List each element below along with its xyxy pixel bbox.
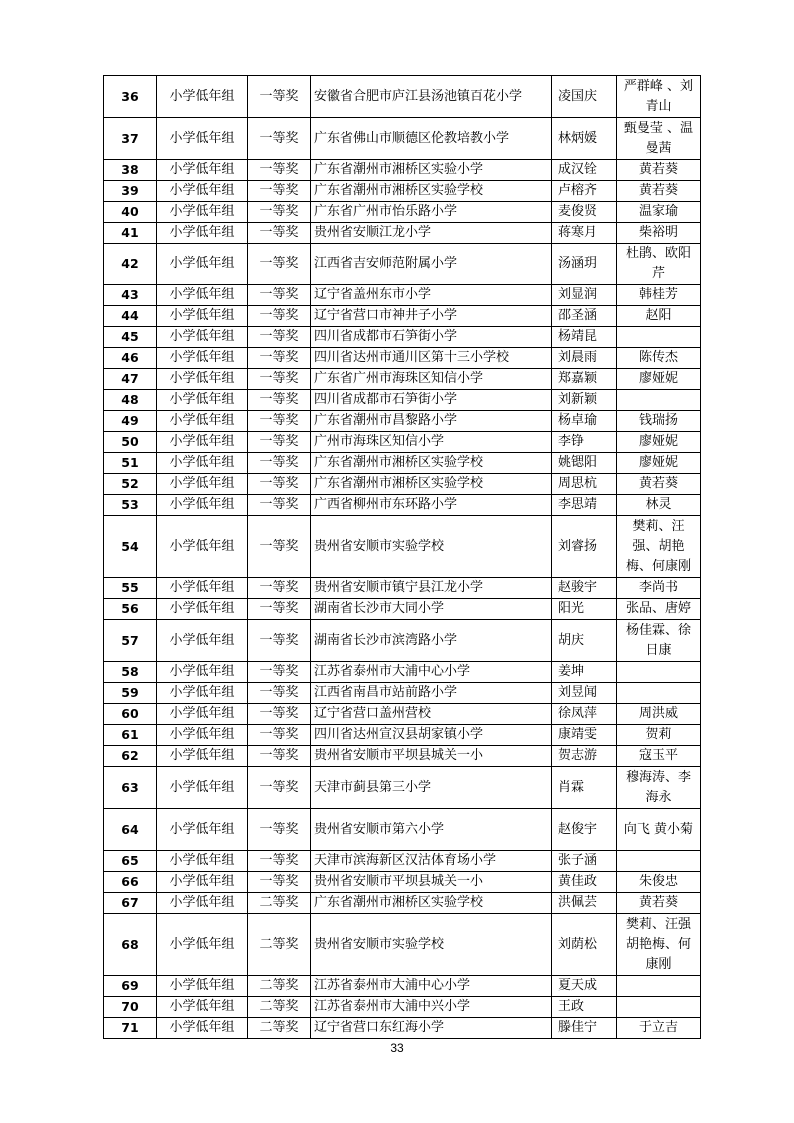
award-cell: 一等奖 <box>248 725 311 746</box>
row-number: 51 <box>104 453 157 474</box>
student-name-cell: 麦俊贤 <box>552 202 617 223</box>
table-row <box>104 223 701 244</box>
school-cell: 广州市海珠区知信小学 <box>311 432 552 453</box>
school-cell: 广东省潮州市湘桥区实验学校 <box>311 474 552 495</box>
teacher-cell <box>617 683 701 704</box>
group-cell: 小学低年组 <box>157 495 248 516</box>
student-name-cell: 姚锶阳 <box>552 453 617 474</box>
group-cell: 小学低年组 <box>157 767 248 809</box>
school-cell: 贵州省安顺市镇宁县江龙小学 <box>311 578 552 599</box>
school-cell: 四川省成都市石笋街小学 <box>311 390 552 411</box>
award-cell: 一等奖 <box>248 244 311 285</box>
row-number: 71 <box>104 1018 157 1039</box>
student-name-cell: 王政 <box>552 997 617 1018</box>
group-cell: 小学低年组 <box>157 516 248 578</box>
row-number: 69 <box>104 976 157 997</box>
award-cell: 一等奖 <box>248 851 311 872</box>
teacher-cell: 杨佳霖、徐日康 <box>617 620 701 662</box>
group-cell: 小学低年组 <box>157 746 248 767</box>
award-cell: 一等奖 <box>248 474 311 495</box>
student-name-cell: 邵圣涵 <box>552 306 617 327</box>
table-row <box>104 516 701 578</box>
group-cell: 小学低年组 <box>157 285 248 306</box>
row-number: 65 <box>104 851 157 872</box>
group-cell: 小学低年组 <box>157 997 248 1018</box>
group-cell: 小学低年组 <box>157 76 248 118</box>
group-cell: 小学低年组 <box>157 181 248 202</box>
student-name-cell: 康靖雯 <box>552 725 617 746</box>
award-cell: 一等奖 <box>248 348 311 369</box>
school-cell: 湖南省长沙市滨湾路小学 <box>311 620 552 662</box>
teacher-cell: 于立吉 <box>617 1018 701 1039</box>
table-row <box>104 348 701 369</box>
row-number: 64 <box>104 809 157 851</box>
student-name-cell: 卢榕齐 <box>552 181 617 202</box>
row-number: 67 <box>104 893 157 914</box>
teacher-cell: 黄若葵 <box>617 160 701 181</box>
award-cell: 二等奖 <box>248 997 311 1018</box>
school-cell: 广东省潮州市湘桥区实验学校 <box>311 181 552 202</box>
student-name-cell: 刘荫松 <box>552 914 617 976</box>
award-cell: 一等奖 <box>248 578 311 599</box>
row-number: 62 <box>104 746 157 767</box>
group-cell: 小学低年组 <box>157 683 248 704</box>
student-name-cell: 李铮 <box>552 432 617 453</box>
school-cell: 广东省佛山市顺德区伦教培教小学 <box>311 118 552 160</box>
student-name-cell: 汤涵玥 <box>552 244 617 285</box>
teacher-cell: 樊莉、汪强 胡艳梅、何康刚 <box>617 914 701 976</box>
table-row <box>104 872 701 893</box>
school-cell: 四川省达州市通川区第十三小学校 <box>311 348 552 369</box>
student-name-cell: 周思杭 <box>552 474 617 495</box>
student-name-cell: 黄佳政 <box>552 872 617 893</box>
table-row <box>104 474 701 495</box>
row-number: 59 <box>104 683 157 704</box>
group-cell: 小学低年组 <box>157 474 248 495</box>
award-cell: 一等奖 <box>248 160 311 181</box>
row-number: 55 <box>104 578 157 599</box>
group-cell: 小学低年组 <box>157 348 248 369</box>
group-cell: 小学低年组 <box>157 411 248 432</box>
teacher-cell: 朱俊忠 <box>617 872 701 893</box>
teacher-cell: 寇玉平 <box>617 746 701 767</box>
teacher-cell: 黄若葵 <box>617 893 701 914</box>
award-table-body <box>104 76 701 1039</box>
teacher-cell: 柴裕明 <box>617 223 701 244</box>
row-number: 49 <box>104 411 157 432</box>
school-cell: 江苏省泰州市大浦中心小学 <box>311 662 552 683</box>
table-row <box>104 432 701 453</box>
table-row <box>104 683 701 704</box>
award-cell: 一等奖 <box>248 181 311 202</box>
award-cell: 一等奖 <box>248 872 311 893</box>
table-row <box>104 285 701 306</box>
group-cell: 小学低年组 <box>157 432 248 453</box>
teacher-cell: 樊莉、汪强、胡艳梅、何康刚 <box>617 516 701 578</box>
group-cell: 小学低年组 <box>157 599 248 620</box>
teacher-cell: 温家瑜 <box>617 202 701 223</box>
award-cell: 一等奖 <box>248 76 311 118</box>
student-name-cell: 赵骏宇 <box>552 578 617 599</box>
group-cell: 小学低年组 <box>157 244 248 285</box>
award-cell: 一等奖 <box>248 432 311 453</box>
student-name-cell: 胡庆 <box>552 620 617 662</box>
row-number: 38 <box>104 160 157 181</box>
student-name-cell: 夏天成 <box>552 976 617 997</box>
teacher-cell: 赵阳 <box>617 306 701 327</box>
student-name-cell: 阳光 <box>552 599 617 620</box>
table-row <box>104 160 701 181</box>
teacher-cell: 黄若葵 <box>617 181 701 202</box>
row-number: 37 <box>104 118 157 160</box>
row-number: 57 <box>104 620 157 662</box>
school-cell: 广东省潮州市湘桥区实验小学 <box>311 160 552 181</box>
row-number: 39 <box>104 181 157 202</box>
school-cell: 天津市滨海新区汉沽体育场小学 <box>311 851 552 872</box>
school-cell: 辽宁省营口盖州营校 <box>311 704 552 725</box>
student-name-cell: 肖霖 <box>552 767 617 809</box>
student-name-cell: 杨靖昆 <box>552 327 617 348</box>
group-cell: 小学低年组 <box>157 327 248 348</box>
award-table <box>103 75 701 1039</box>
row-number: 43 <box>104 285 157 306</box>
school-cell: 广东省广州市海珠区知信小学 <box>311 369 552 390</box>
group-cell: 小学低年组 <box>157 872 248 893</box>
table-row <box>104 662 701 683</box>
row-number: 54 <box>104 516 157 578</box>
table-row <box>104 746 701 767</box>
award-cell: 二等奖 <box>248 1018 311 1039</box>
row-number: 50 <box>104 432 157 453</box>
row-number: 48 <box>104 390 157 411</box>
school-cell: 贵州省安顺市平坝县城关一小 <box>311 746 552 767</box>
award-cell: 一等奖 <box>248 369 311 390</box>
row-number: 53 <box>104 495 157 516</box>
school-cell: 广东省潮州市湘桥区实验学校 <box>311 453 552 474</box>
row-number: 70 <box>104 997 157 1018</box>
table-row <box>104 725 701 746</box>
table-row <box>104 369 701 390</box>
teacher-cell <box>617 327 701 348</box>
school-cell: 贵州省安顺市实验学校 <box>311 914 552 976</box>
row-number: 56 <box>104 599 157 620</box>
school-cell: 广西省柳州市东环路小学 <box>311 495 552 516</box>
row-number: 61 <box>104 725 157 746</box>
table-row <box>104 851 701 872</box>
teacher-cell: 钱瑞扬 <box>617 411 701 432</box>
table-row <box>104 244 701 285</box>
school-cell: 辽宁省营口市神井子小学 <box>311 306 552 327</box>
group-cell: 小学低年组 <box>157 1018 248 1039</box>
teacher-cell: 穆海涛、李海永 <box>617 767 701 809</box>
row-number: 47 <box>104 369 157 390</box>
award-cell: 一等奖 <box>248 223 311 244</box>
award-cell: 一等奖 <box>248 746 311 767</box>
school-cell: 天津市蓟县第三小学 <box>311 767 552 809</box>
award-cell: 一等奖 <box>248 809 311 851</box>
row-number: 58 <box>104 662 157 683</box>
group-cell: 小学低年组 <box>157 390 248 411</box>
student-name-cell: 刘昱闻 <box>552 683 617 704</box>
group-cell: 小学低年组 <box>157 725 248 746</box>
school-cell: 四川省成都市石笋街小学 <box>311 327 552 348</box>
row-number: 52 <box>104 474 157 495</box>
table-row <box>104 997 701 1018</box>
school-cell: 江苏省泰州市大浦中兴小学 <box>311 997 552 1018</box>
table-row <box>104 390 701 411</box>
teacher-cell: 甄曼莹 、温曼茜 <box>617 118 701 160</box>
award-cell: 一等奖 <box>248 453 311 474</box>
school-cell: 贵州省安顺江龙小学 <box>311 223 552 244</box>
school-cell: 辽宁省营口东红海小学 <box>311 1018 552 1039</box>
table-row <box>104 495 701 516</box>
row-number: 45 <box>104 327 157 348</box>
table-row <box>104 893 701 914</box>
student-name-cell: 姜坤 <box>552 662 617 683</box>
row-number: 40 <box>104 202 157 223</box>
table-row <box>104 76 701 118</box>
group-cell: 小学低年组 <box>157 578 248 599</box>
school-cell: 贵州省安顺市第六小学 <box>311 809 552 851</box>
table-row <box>104 1018 701 1039</box>
group-cell: 小学低年组 <box>157 704 248 725</box>
teacher-cell <box>617 997 701 1018</box>
award-cell: 一等奖 <box>248 327 311 348</box>
row-number: 44 <box>104 306 157 327</box>
school-cell: 贵州省安顺市实验学校 <box>311 516 552 578</box>
teacher-cell: 林灵 <box>617 495 701 516</box>
teacher-cell: 张品、唐婷 <box>617 599 701 620</box>
school-cell: 江西省吉安师范附属小学 <box>311 244 552 285</box>
school-cell: 江苏省泰州市大浦中心小学 <box>311 976 552 997</box>
award-cell: 二等奖 <box>248 914 311 976</box>
table-row <box>104 453 701 474</box>
student-name-cell: 凌国庆 <box>552 76 617 118</box>
school-cell: 湖南省长沙市大同小学 <box>311 599 552 620</box>
student-name-cell: 张子涵 <box>552 851 617 872</box>
school-cell: 安徽省合肥市庐江县汤池镇百花小学 <box>311 76 552 118</box>
student-name-cell: 刘新颖 <box>552 390 617 411</box>
teacher-cell: 廖娅妮 <box>617 453 701 474</box>
table-row <box>104 976 701 997</box>
table-row <box>104 914 701 976</box>
group-cell: 小学低年组 <box>157 893 248 914</box>
school-cell: 江西省南昌市站前路小学 <box>311 683 552 704</box>
teacher-cell: 韩桂芳 <box>617 285 701 306</box>
teacher-cell <box>617 976 701 997</box>
group-cell: 小学低年组 <box>157 976 248 997</box>
group-cell: 小学低年组 <box>157 453 248 474</box>
row-number: 68 <box>104 914 157 976</box>
school-cell: 辽宁省盖州东市小学 <box>311 285 552 306</box>
page-number: 33 <box>390 1041 404 1055</box>
school-cell: 贵州省安顺市平坝县城关一小 <box>311 872 552 893</box>
student-name-cell: 杨卓瑜 <box>552 411 617 432</box>
school-cell: 广东省潮州市湘桥区实验学校 <box>311 893 552 914</box>
group-cell: 小学低年组 <box>157 851 248 872</box>
teacher-cell: 严群峰 、刘青山 <box>617 76 701 118</box>
student-name-cell: 滕佳宁 <box>552 1018 617 1039</box>
group-cell: 小学低年组 <box>157 914 248 976</box>
award-cell: 一等奖 <box>248 118 311 160</box>
table-row <box>104 202 701 223</box>
group-cell: 小学低年组 <box>157 118 248 160</box>
award-cell: 一等奖 <box>248 767 311 809</box>
award-cell: 二等奖 <box>248 893 311 914</box>
group-cell: 小学低年组 <box>157 306 248 327</box>
award-cell: 一等奖 <box>248 662 311 683</box>
student-name-cell: 刘睿扬 <box>552 516 617 578</box>
table-row <box>104 411 701 432</box>
award-cell: 一等奖 <box>248 390 311 411</box>
row-number: 66 <box>104 872 157 893</box>
student-name-cell: 赵俊宇 <box>552 809 617 851</box>
row-number: 36 <box>104 76 157 118</box>
student-name-cell: 郑嘉颖 <box>552 369 617 390</box>
teacher-cell <box>617 851 701 872</box>
table-row <box>104 620 701 662</box>
group-cell: 小学低年组 <box>157 662 248 683</box>
teacher-cell <box>617 662 701 683</box>
student-name-cell: 蒋寒月 <box>552 223 617 244</box>
row-number: 46 <box>104 348 157 369</box>
teacher-cell: 贺莉 <box>617 725 701 746</box>
school-cell: 四川省达州宣汉县胡家镇小学 <box>311 725 552 746</box>
student-name-cell: 林炳媛 <box>552 118 617 160</box>
student-name-cell: 洪佩芸 <box>552 893 617 914</box>
school-cell: 广东省潮州市昌黎路小学 <box>311 411 552 432</box>
table-row <box>104 809 701 851</box>
teacher-cell <box>617 390 701 411</box>
group-cell: 小学低年组 <box>157 202 248 223</box>
group-cell: 小学低年组 <box>157 809 248 851</box>
table-row <box>104 306 701 327</box>
award-cell: 一等奖 <box>248 202 311 223</box>
teacher-cell: 黄若葵 <box>617 474 701 495</box>
student-name-cell: 成汉铨 <box>552 160 617 181</box>
teacher-cell: 杜鹃、欧阳芹 <box>617 244 701 285</box>
group-cell: 小学低年组 <box>157 160 248 181</box>
table-row <box>104 118 701 160</box>
award-cell: 一等奖 <box>248 306 311 327</box>
student-name-cell: 刘晨雨 <box>552 348 617 369</box>
row-number: 63 <box>104 767 157 809</box>
award-cell: 一等奖 <box>248 599 311 620</box>
student-name-cell: 徐凤萍 <box>552 704 617 725</box>
group-cell: 小学低年组 <box>157 620 248 662</box>
school-cell: 广东省广州市怡乐路小学 <box>311 202 552 223</box>
teacher-cell: 陈传杰 <box>617 348 701 369</box>
teacher-cell: 李尚书 <box>617 578 701 599</box>
award-cell: 一等奖 <box>248 495 311 516</box>
table-row <box>104 599 701 620</box>
award-cell: 二等奖 <box>248 976 311 997</box>
student-name-cell: 刘显润 <box>552 285 617 306</box>
row-number: 41 <box>104 223 157 244</box>
student-name-cell: 贺志游 <box>552 746 617 767</box>
award-cell: 一等奖 <box>248 516 311 578</box>
row-number: 60 <box>104 704 157 725</box>
table-row <box>104 704 701 725</box>
group-cell: 小学低年组 <box>157 369 248 390</box>
award-cell: 一等奖 <box>248 285 311 306</box>
award-cell: 一等奖 <box>248 704 311 725</box>
table-row <box>104 181 701 202</box>
teacher-cell: 廖娅妮 <box>617 432 701 453</box>
student-name-cell: 李思靖 <box>552 495 617 516</box>
teacher-cell: 周洪威 <box>617 704 701 725</box>
table-row <box>104 767 701 809</box>
award-cell: 一等奖 <box>248 620 311 662</box>
row-number: 42 <box>104 244 157 285</box>
group-cell: 小学低年组 <box>157 223 248 244</box>
award-cell: 一等奖 <box>248 411 311 432</box>
teacher-cell: 廖娅妮 <box>617 369 701 390</box>
award-cell: 一等奖 <box>248 683 311 704</box>
table-row <box>104 327 701 348</box>
table-row <box>104 578 701 599</box>
teacher-cell: 向飞 黄小菊 <box>617 809 701 851</box>
